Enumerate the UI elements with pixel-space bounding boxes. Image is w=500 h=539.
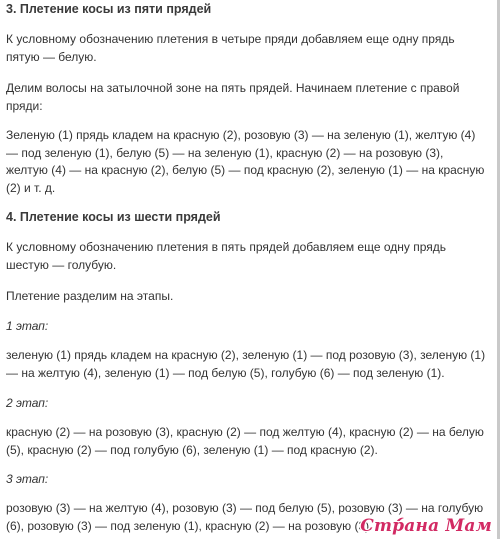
section-heading-five-strands: 3. Плетение косы из пяти прядей: [6, 2, 212, 16]
section-heading-six-strands: 4. Плетение косы из шести прядей: [6, 210, 221, 224]
section3-division-paragraph: Делим волосы на затылочной зоне на пять прядей. Начинаем плетение с правой пряди:: [6, 81, 460, 113]
stage-2-text: красную (2) — на розовую (3), красную (2) — под желтую (4), красную (2) — на белую (5), красную (2) — под голубую (6), зеленую (1) — под красную (2).: [6, 425, 484, 457]
stage-1-label: 1 этап:: [6, 319, 49, 333]
section4-intro-paragraph: К условному обозначению плетения в пять прядей добавляем еще одну прядь шестую — голубую.: [6, 240, 447, 272]
stage-3-label: 3 этап:: [6, 472, 49, 486]
stage-3-text: розовую (3) — на желтую (4), розовую (3) — под белую (5), розовую (3) — на голубую (6), розовую (3) — под зеленую (1), красную (2) — на розовую (3).: [6, 501, 484, 533]
section3-steps-paragraph: Зеленую (1) прядь кладем на красную (2), розовую (3) — на зеленую (1), желтую (4) — под зеленую (1), белую (5) — на зеленую (1), красную (2) — на розовую (3), желтую (4) — на красную (2), белую (5) — под красную (2), зеленую (1) — на красную (2) и т. д.: [6, 128, 485, 195]
section3-intro-paragraph: К условному обозначению плетения в четыре пряди добавляем еще одну прядь пятую — белую.: [6, 32, 455, 64]
site-watermark: Страна Мам: [360, 516, 492, 536]
section4-stages-paragraph: Плетение разделим на этапы.: [6, 289, 174, 303]
stage-1-text: зеленую (1) прядь кладем на красную (2), зеленую (1) — под розовую (3), зеленую (1) — на желтую (4), зеленую (1) — под белую (5), голубую (6) — под зеленую (1).: [6, 348, 486, 380]
stage-2-label: 2 этап:: [6, 396, 49, 410]
